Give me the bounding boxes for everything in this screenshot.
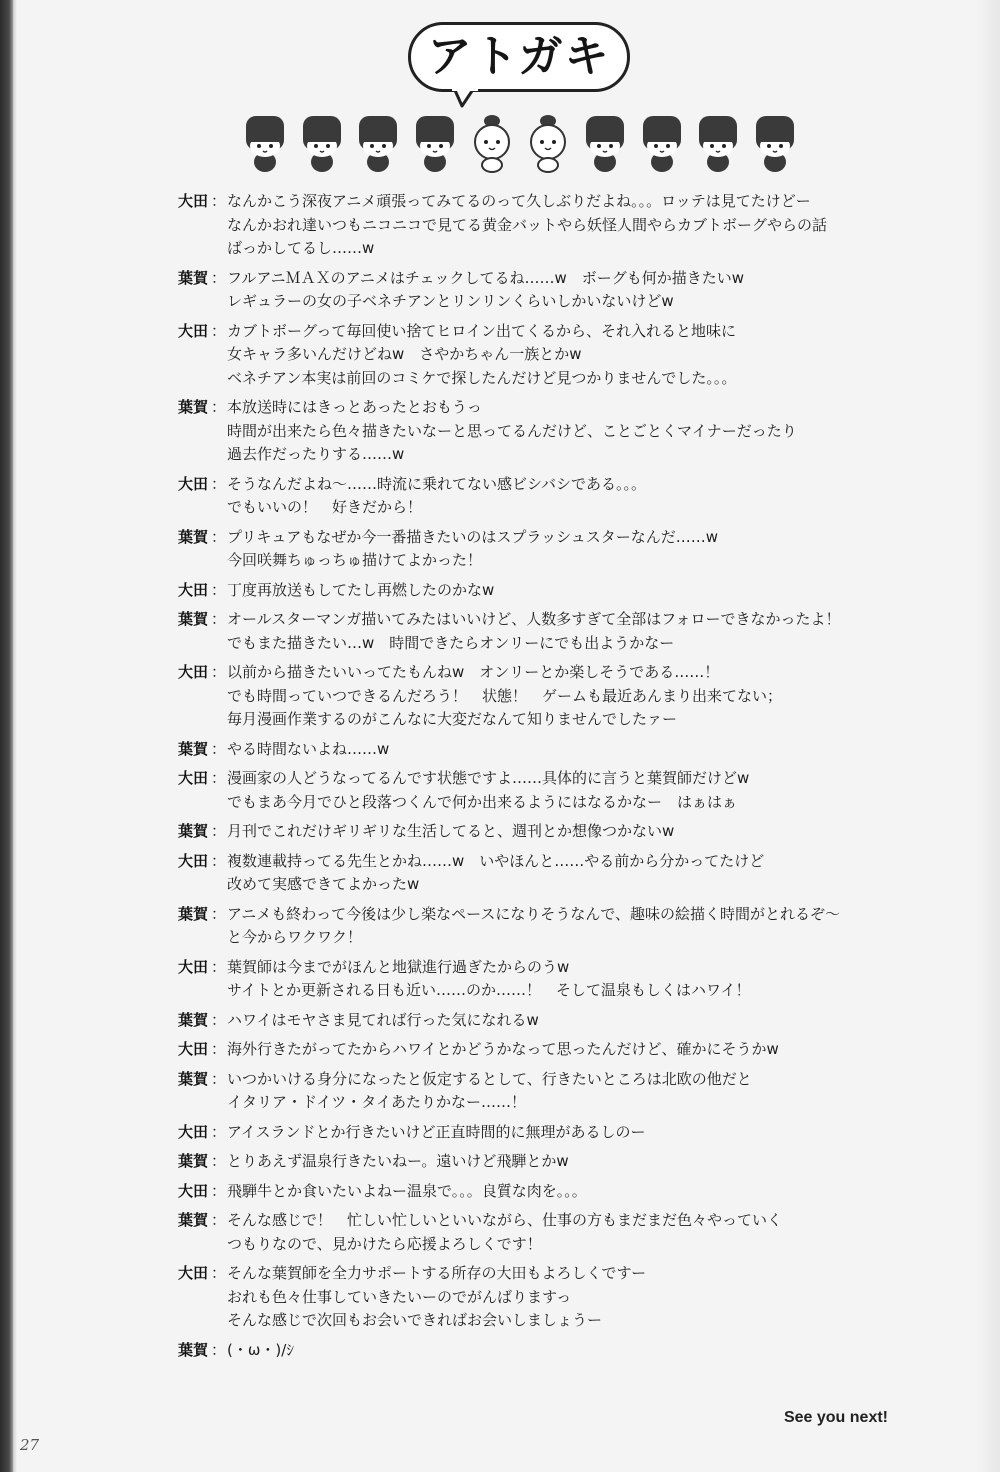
- dialogue-entry: [178, 267, 898, 314]
- dialogue-lines: [227, 850, 898, 897]
- dialogue-lines: [227, 767, 898, 814]
- dialogue-lines: [227, 1121, 898, 1145]
- dark-haired-mascot-icon: [637, 112, 687, 174]
- speaker-name: 大田: [178, 1264, 209, 1282]
- dialogue-entry: [178, 473, 898, 520]
- speaker-name: 葉賀: [178, 1069, 209, 1088]
- speaker-separator: ：: [210, 1069, 226, 1088]
- speaker-separator: ：: [210, 474, 226, 493]
- dialogue-line: 今回咲舞ちゅっちゅ描けてよかった！: [227, 551, 483, 569]
- dialogue-line: ばっかしてるし……w: [227, 239, 375, 257]
- dialogue-lines: [227, 661, 898, 732]
- dialogue-lines: [227, 956, 898, 1003]
- dialogue-line: ベネチアン本実は前回のコミケで探したんだけど見つかりませんでした。。。: [227, 368, 737, 387]
- speaker-name: 大田: [178, 474, 209, 493]
- speaker-separator: ：: [210, 192, 226, 210]
- dialogue-lines: [227, 1038, 898, 1062]
- speaker-name: 大田: [178, 663, 209, 681]
- dialogue-line: でも時間っていつできるんだろう！ 状態！ ゲームも最近あんまり出来てない；: [227, 686, 783, 705]
- dark-haired-mascot-icon: [240, 112, 290, 174]
- dialogue-lines: [227, 1262, 898, 1333]
- dialogue-line: 飛騨牛とか食いたいよねー温泉で。。。良質な肉を。。。: [227, 1181, 587, 1200]
- dialogue-entry: [178, 850, 898, 897]
- dialogue-entry: [178, 396, 898, 467]
- dialogue-line: 本放送時にはきっとあったとおもうっ: [227, 398, 482, 416]
- binding-edge: [0, 0, 13, 1472]
- dialogue-lines: [227, 1068, 898, 1115]
- speaker-name: 大田: [178, 1122, 209, 1141]
- speaker-separator: ：: [210, 1264, 226, 1282]
- speaker-name: 葉賀: [178, 1211, 209, 1229]
- speaker-separator: ：: [210, 580, 226, 599]
- speaker-name: 葉賀: [178, 398, 209, 416]
- dialogue-line: そんな感じで次回もお会いできればお会いしましょうー: [227, 1311, 603, 1329]
- dialogue-line: 複数連載持ってる先生とかね……w いやほんと……やる前から分かってたけど: [227, 851, 765, 870]
- dialogue-line: おれも色々仕事していきたいーのでがんばりますっ: [227, 1287, 572, 1306]
- speaker-name: 大田: [178, 192, 209, 210]
- dialogue-entry: [178, 1038, 898, 1062]
- binding-shadow: [13, 0, 17, 1472]
- speaker-name: 葉賀: [178, 610, 209, 628]
- dark-haired-mascot-icon: [750, 112, 800, 174]
- dialogue-line: サイトとか更新される日も近い……のか……！ そして温泉もしくはハワイ！: [227, 981, 751, 999]
- dialogue-lines: [227, 396, 898, 467]
- speaker-name: 大田: [178, 1040, 209, 1058]
- speaker-separator: ：: [210, 527, 226, 546]
- dialogue-line: アイスランドとか行きたいけど正直時間的に無理があるしのー: [227, 1122, 646, 1141]
- dialogue-entry: [178, 1262, 898, 1333]
- speaker-name: 大田: [178, 580, 209, 599]
- speaker-name: 葉賀: [178, 268, 209, 287]
- mascot-row: [240, 112, 800, 176]
- dialogue-lines: [227, 820, 898, 844]
- speaker-name: 葉賀: [178, 1152, 209, 1170]
- dialogue-line: 女キャラ多いんだけどねw さやかちゃん一族とかw: [227, 345, 582, 363]
- dialogue-line: 海外行きたがってたからハワイとかどうかなって思ったんだけど、確かにそうかw: [227, 1040, 779, 1058]
- title-bubble: [408, 22, 630, 92]
- dialogue-line: プリキュアもなぜか今一番描きたいのはスプラッシュスターなんだ……w: [227, 527, 719, 546]
- dialogue-entry: [178, 661, 898, 732]
- dialogue-lines: [227, 608, 898, 655]
- speaker-separator: ：: [210, 1010, 226, 1029]
- bubble-tail: [452, 88, 482, 108]
- dialogue-line: レギュラーの女の子ベネチアンとリンリンくらいしかいないけどw: [227, 292, 674, 310]
- dialogue-lines: [227, 1009, 898, 1033]
- dark-haired-mascot-icon: [580, 112, 630, 174]
- dialogue-line: とりあえず温泉行きたいねー。遠いけど飛騨とかw: [227, 1152, 569, 1170]
- speaker-separator: ：: [210, 1152, 226, 1170]
- dialogue-line: イタリア・ドイツ・タイあたりかなー……！: [227, 1093, 526, 1111]
- dialogue-lines: [227, 190, 898, 261]
- dialogue-entry: [178, 526, 898, 573]
- speaker-separator: ：: [210, 851, 226, 870]
- dialogue-lines: [227, 1209, 898, 1256]
- page-right-shade: [976, 0, 1000, 1472]
- speaker-name: 大田: [178, 851, 209, 870]
- speaker-separator: ：: [210, 321, 226, 340]
- dialogue-lines: [227, 267, 898, 314]
- white-mascot-icon: [523, 112, 573, 174]
- dialogue-line: カブトボーグって毎回使い捨てヒロイン出てくるから、それ入れると地味に: [227, 321, 736, 340]
- dialogue-line: 以前から描きたいいってたもんねw オンリーとか楽しそうである……！: [227, 663, 720, 681]
- speaker-separator: ：: [210, 663, 226, 681]
- dialogue-line: やる時間ないよね……w: [227, 739, 390, 758]
- dialogue-line: でもまた描きたい…w 時間できたらオンリーにでも出ようかなー: [227, 633, 675, 652]
- dialogue-entry: [178, 1150, 898, 1174]
- dialogue-line: そんな感じで！ 忙しい忙しいといいながら、仕事の方もまだまだ色々やっていく: [227, 1211, 783, 1229]
- speaker-name: 大田: [178, 1181, 209, 1200]
- dialogue-entry: [178, 608, 898, 655]
- dialogue-line: なんかおれ達いつもニコニコで見てる黄金バットやら妖怪人間やらカブトボーグやらの話: [227, 215, 828, 234]
- dialogue-entry: [178, 767, 898, 814]
- dialogue-line: 葉賀師は今までがほんと地獄進行過ぎたからのうw: [227, 957, 570, 976]
- dialogue-line: なんかこう深夜アニメ頑張ってみてるのって久しぶりだよね。。。ロッテは見てたけどー: [227, 192, 811, 210]
- dark-haired-mascot-icon: [693, 112, 743, 174]
- dialogue-entry: [178, 903, 898, 950]
- speaker-separator: ：: [210, 957, 226, 976]
- dialogue-lines: [227, 738, 898, 762]
- speaker-separator: ：: [210, 1340, 226, 1359]
- dialogue-lines: [227, 473, 898, 520]
- dialogue-line: 漫画家の人どうなってるんです状態ですよ……具体的に言うと葉賀師だけどw: [227, 769, 750, 787]
- dark-haired-mascot-icon: [297, 112, 347, 174]
- dialogue-line: つもりなので、見かけたら応援よろしくです！: [227, 1234, 542, 1253]
- speaker-separator: ：: [210, 904, 226, 923]
- dialogue-line: そんな葉賀師を全力サポートする所存の大田もよろしくですー: [227, 1264, 647, 1282]
- dialogue-line: オールスターマンガ描いてみたはいいけど、人数多すぎて全部はフォローできなかったよ！: [227, 610, 841, 628]
- dialogue-line: 改めて実感できてよかったw: [227, 875, 420, 893]
- speaker-separator: ：: [210, 739, 226, 758]
- speaker-separator: ：: [210, 769, 226, 787]
- page-number: 27: [20, 1436, 40, 1454]
- dialogue-entry: [178, 1180, 898, 1204]
- dark-haired-mascot-icon: [353, 112, 403, 174]
- speaker-separator: ：: [210, 610, 226, 628]
- dialogue-line: 丁度再放送もしてたし再燃したのかなw: [227, 580, 495, 599]
- dialogue-entry: [178, 956, 898, 1003]
- dialogue-entry: [178, 820, 898, 844]
- dialogue-list: [178, 190, 898, 1368]
- dialogue-line: (・ω・)/ｼ: [227, 1340, 294, 1359]
- dialogue-lines: [227, 579, 898, 603]
- dialogue-line: フルアニＭＡＸのアニメはチェックしてるね……w ボーグも何か描きたいw: [227, 268, 744, 287]
- speaker-name: 大田: [178, 957, 209, 976]
- speaker-name: 葉賀: [178, 739, 209, 758]
- speaker-separator: ：: [210, 1211, 226, 1229]
- dialogue-line: 月刊でこれだけギリギリな生活してると、週刊とか想像つかないw: [227, 822, 675, 840]
- speaker-name: 葉賀: [178, 904, 209, 923]
- speaker-separator: ：: [210, 398, 226, 416]
- dialogue-entry: [178, 579, 898, 603]
- speaker-separator: ：: [210, 1040, 226, 1058]
- dialogue-line: いつかいける身分になったと仮定するとして、行きたいところは北欧の他だと: [227, 1069, 752, 1088]
- dialogue-entry: [178, 1339, 898, 1363]
- dialogue-entry: [178, 1068, 898, 1115]
- dialogue-entry: [178, 1009, 898, 1033]
- speaker-separator: ：: [210, 822, 226, 840]
- dialogue-lines: [227, 1180, 898, 1204]
- white-mascot-icon: [467, 112, 517, 174]
- dialogue-line: アニメも終わって今後は少し楽なペースになりそうなんで、趣味の絵描く時間がとれるぞ～: [227, 904, 841, 923]
- dialogue-line: でもいいの！ 好きだから！: [227, 498, 423, 516]
- dialogue-line: ハワイはモヤさま見てれば行った気になれるw: [227, 1010, 539, 1029]
- dialogue-lines: [227, 320, 898, 391]
- dialogue-entry: [178, 738, 898, 762]
- dialogue-line: と今からワクワク！: [227, 928, 363, 946]
- dialogue-entry: [178, 320, 898, 391]
- dialogue-lines: [227, 1339, 898, 1363]
- speaker-name: 葉賀: [178, 822, 209, 840]
- dialogue-line: 毎月漫画作業するのがこんなに大変だなんて知りませんでしたァー: [227, 710, 678, 728]
- speaker-name: 葉賀: [178, 1010, 209, 1029]
- dialogue-entry: [178, 1121, 898, 1145]
- dialogue-line: 過去作だったりする……w: [227, 445, 405, 463]
- speaker-name: 葉賀: [178, 527, 209, 546]
- dialogue-lines: [227, 903, 898, 950]
- speaker-separator: ：: [210, 268, 226, 287]
- dialogue-lines: [227, 1150, 898, 1174]
- dialogue-line: そうなんだよね～……時流に乗れてない感ビシバシである。。。: [227, 474, 646, 493]
- page-title: アトガキ: [427, 31, 611, 82]
- dialogue-line: 時間が出来たら色々描きたいなーと思ってるんだけど、ことごとくマイナーだったり: [227, 421, 797, 440]
- dialogue-lines: [227, 526, 898, 573]
- speaker-separator: ：: [210, 1181, 226, 1200]
- dark-haired-mascot-icon: [410, 112, 460, 174]
- dialogue-entry: [178, 190, 898, 261]
- dialogue-line: でもまあ今月でひと段落つくんで何か出来るようにはなるかなー はぁはぁ: [227, 792, 738, 811]
- dialogue-entry: [178, 1209, 898, 1256]
- speaker-name: 大田: [178, 321, 209, 340]
- speaker-name: 大田: [178, 769, 209, 787]
- speaker-name: 葉賀: [178, 1340, 209, 1359]
- speaker-separator: ：: [210, 1122, 226, 1141]
- signoff-text: See you next!: [783, 1409, 888, 1426]
